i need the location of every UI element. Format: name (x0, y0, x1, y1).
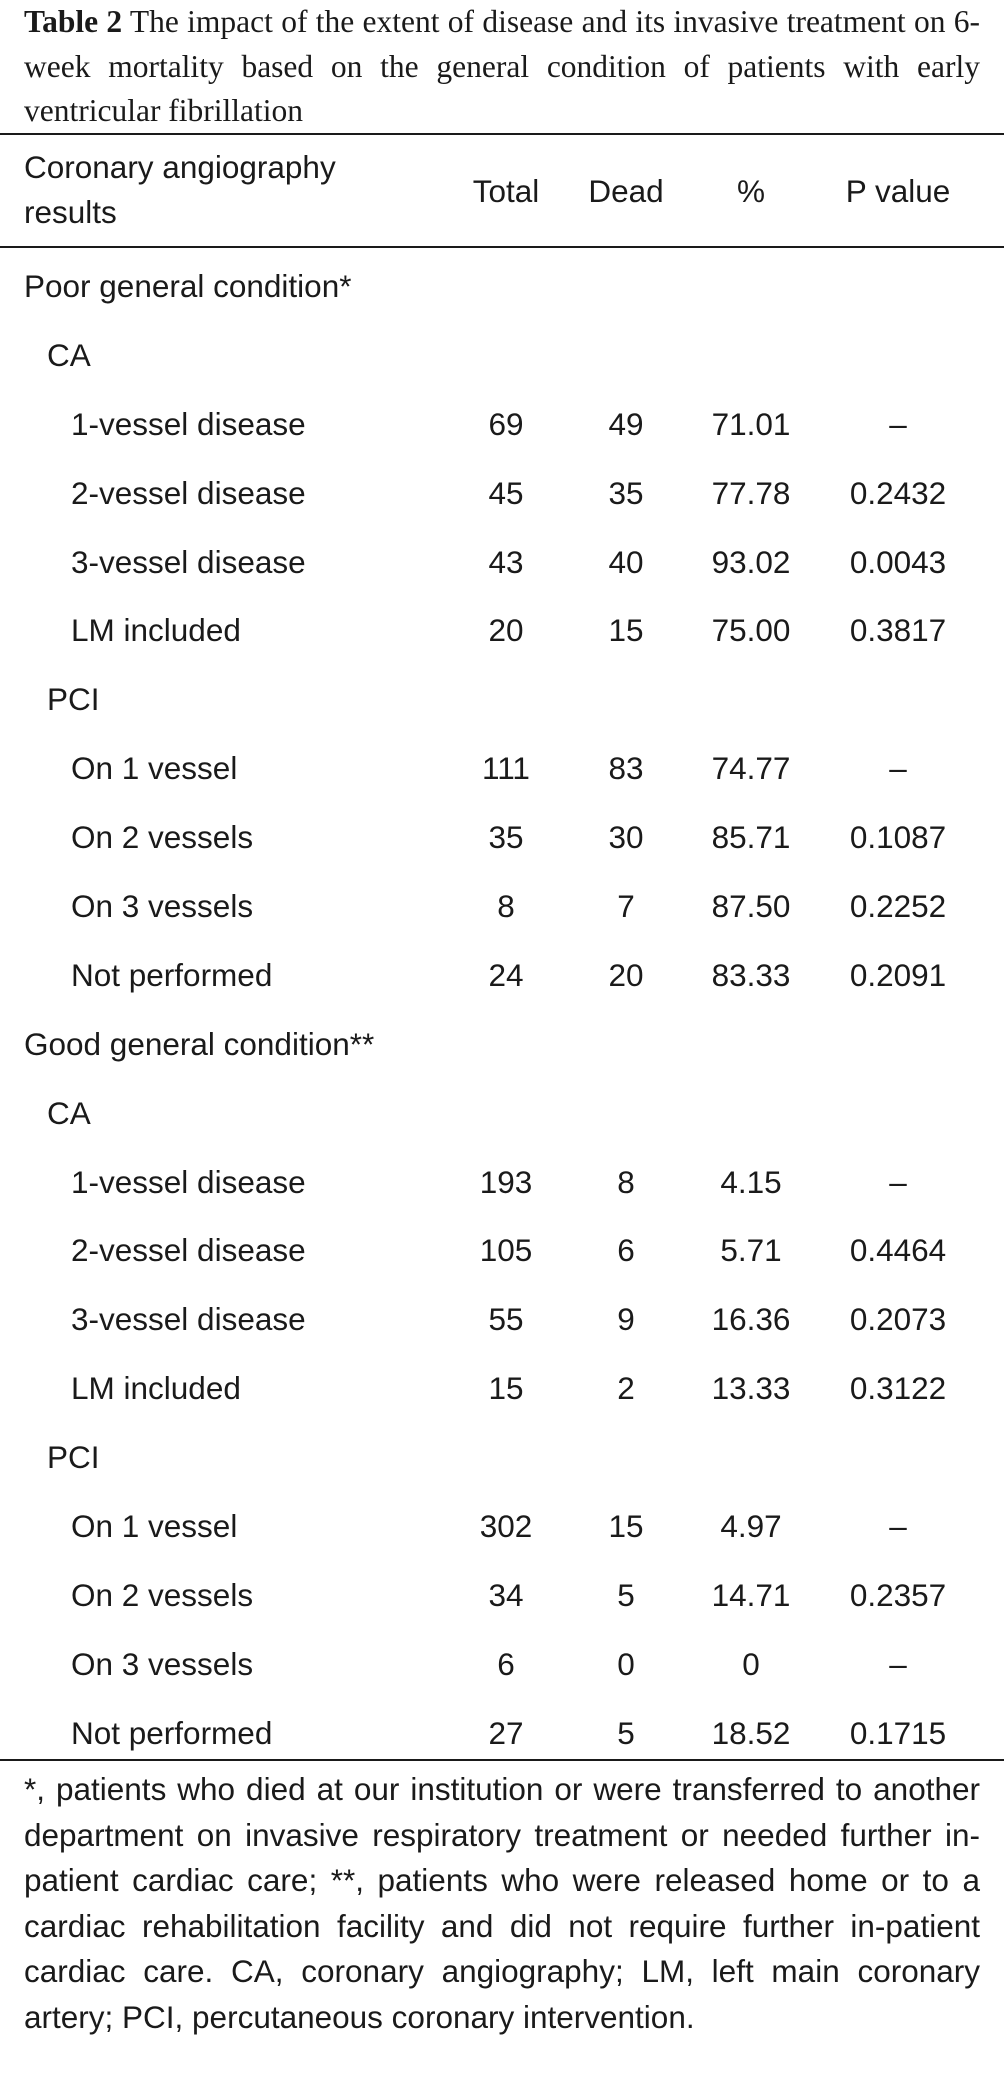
table-header (0, 136, 1004, 246)
table-row (0, 872, 1004, 941)
group-header-row (0, 252, 1004, 321)
p-value-cell: 0.3817 (849, 612, 947, 649)
row-label: 3-vessel disease (71, 543, 306, 580)
p-value-cell: 0.2432 (849, 474, 947, 511)
table-row (0, 734, 1004, 803)
table-row (0, 1561, 1004, 1630)
total-cell: 6 (497, 1645, 515, 1682)
total-cell: 45 (488, 474, 524, 511)
table-row (0, 941, 1004, 1010)
row-label: On 2 vessels (71, 1576, 254, 1613)
row-label: On 3 vessels (71, 888, 254, 925)
total-cell: 20 (488, 612, 524, 649)
row-label: CA (47, 336, 91, 373)
percent-cell: 4.97 (720, 1508, 782, 1545)
p-value-cell: 0.3122 (849, 1370, 947, 1407)
subgroup-header-row (0, 321, 1004, 390)
percent-cell: 77.78 (711, 474, 791, 511)
group-header-row (0, 1010, 1004, 1079)
dead-cell: 6 (617, 1232, 635, 1269)
total-cell: 111 (482, 750, 530, 787)
total-cell: 69 (488, 405, 524, 442)
row-label: On 3 vessels (71, 1645, 254, 1682)
dead-cell: 9 (617, 1301, 635, 1338)
p-value-cell: 0.1087 (849, 819, 947, 856)
p-value-cell: 0.2252 (849, 888, 947, 925)
table-row (0, 1492, 1004, 1561)
table-row (0, 1285, 1004, 1354)
table-row (0, 1630, 1004, 1699)
percent-cell: 13.33 (711, 1370, 791, 1407)
p-value-cell: – (889, 405, 907, 442)
total-cell: 302 (479, 1508, 533, 1545)
p-value-cell: 0.4464 (849, 1232, 947, 1269)
column-header-total: Total (472, 173, 540, 209)
total-cell: 24 (488, 956, 524, 993)
row-label: LM included (71, 612, 241, 649)
row-label: PCI (47, 681, 100, 718)
table-row (0, 528, 1004, 597)
p-value-cell: – (889, 1508, 907, 1545)
row-label: 3-vessel disease (71, 1301, 306, 1338)
dead-cell: 0 (617, 1645, 635, 1682)
total-cell: 15 (488, 1370, 524, 1407)
row-label: PCI (47, 1439, 100, 1476)
percent-cell: 85.71 (711, 819, 791, 856)
percent-cell: 5.71 (720, 1232, 782, 1269)
row-label: Not performed (71, 1714, 273, 1751)
row-label: Poor general condition* (24, 268, 352, 304)
table-row (0, 1216, 1004, 1285)
p-value-cell: 0.2091 (849, 956, 947, 993)
p-value-cell: 0.2073 (849, 1301, 947, 1338)
percent-cell: 16.36 (711, 1301, 791, 1338)
table-footnote: *, patients who died at our institution or were transferred to another department on invasive respiratory treatment or needed further in-patient cardiac care; **, patients who were released home or to a cardiac rehabilitation facility and did not require further in-patient cardiac care. CA, coronary angiography; LM, left main coronary artery; PCI, percutaneous coronary intervention. (24, 1771, 980, 2035)
dead-cell: 20 (608, 956, 644, 993)
row-label: LM included (71, 1370, 241, 1407)
row-label: Not performed (71, 956, 273, 993)
table-row (0, 1354, 1004, 1423)
total-cell: 35 (488, 819, 524, 856)
p-value-cell: – (889, 1645, 907, 1682)
row-label: On 2 vessels (71, 819, 254, 856)
row-label: CA (47, 1094, 91, 1131)
row-label: 1-vessel disease (71, 405, 306, 442)
subgroup-header-row (0, 1423, 1004, 1492)
row-label: 1-vessel disease (71, 1163, 306, 1200)
total-cell: 105 (479, 1232, 533, 1269)
dead-cell: 8 (617, 1163, 635, 1200)
percent-cell: 93.02 (711, 543, 791, 580)
percent-cell: 14.71 (711, 1576, 791, 1613)
table-caption (24, 0, 980, 134)
dead-cell: 83 (608, 750, 644, 787)
percent-cell: 71.01 (711, 405, 791, 442)
percent-cell: 75.00 (711, 612, 791, 649)
total-cell: 193 (479, 1163, 533, 1200)
p-value-cell: 0.2357 (849, 1576, 947, 1613)
row-label: On 1 vessel (71, 750, 238, 787)
table-number: Table 2 (24, 4, 123, 39)
table-row (0, 803, 1004, 872)
p-value-cell: – (889, 1163, 907, 1200)
percent-cell: 4.15 (720, 1163, 782, 1200)
dead-cell: 5 (617, 1576, 635, 1613)
table-row (0, 459, 1004, 528)
column-header-dead: Dead (588, 173, 664, 209)
total-cell: 8 (497, 888, 515, 925)
dead-cell: 2 (617, 1370, 635, 1407)
caption-text: The impact of the extent of disease and its invasive treatment on 6-week mortality based on the general condition of patients with early ventricular fibrillation (24, 4, 980, 128)
table-row (0, 390, 1004, 459)
p-value-cell: 0.1715 (849, 1714, 947, 1751)
dead-cell: 40 (608, 543, 644, 580)
p-value-cell: – (889, 750, 907, 787)
subgroup-header-row (0, 665, 1004, 734)
total-cell: 27 (488, 1714, 524, 1751)
column-header-percent: % (736, 173, 765, 209)
percent-cell: 83.33 (711, 956, 791, 993)
table-row (0, 1699, 1004, 1768)
total-cell: 55 (488, 1301, 524, 1338)
percent-cell: 74.77 (711, 750, 791, 787)
table-row (0, 596, 1004, 665)
subgroup-header-row (0, 1079, 1004, 1148)
row-label: 2-vessel disease (71, 1232, 306, 1269)
dead-cell: 15 (608, 612, 644, 649)
percent-cell: 0 (742, 1645, 760, 1682)
dead-cell: 7 (617, 888, 635, 925)
dead-cell: 35 (608, 474, 644, 511)
dead-cell: 30 (608, 819, 644, 856)
column-header-p-value: P value (845, 173, 951, 209)
dead-cell: 15 (608, 1508, 644, 1545)
total-cell: 34 (488, 1576, 524, 1613)
table-body (0, 252, 1004, 1768)
bottom-rule (0, 1759, 1004, 1761)
top-rule (0, 133, 1004, 135)
percent-cell: 87.50 (711, 888, 791, 925)
table-row (0, 1148, 1004, 1217)
p-value-cell: 0.0043 (849, 543, 947, 580)
percent-cell: 18.52 (711, 1714, 791, 1751)
dead-cell: 5 (617, 1714, 635, 1751)
row-label: On 1 vessel (71, 1508, 238, 1545)
row-label: Good general condition** (24, 1025, 375, 1062)
total-cell: 43 (488, 543, 524, 580)
column-header-results: Coronary angiography results (24, 149, 336, 230)
dead-cell: 49 (608, 405, 644, 442)
row-label: 2-vessel disease (71, 474, 306, 511)
header-rule (0, 246, 1004, 248)
